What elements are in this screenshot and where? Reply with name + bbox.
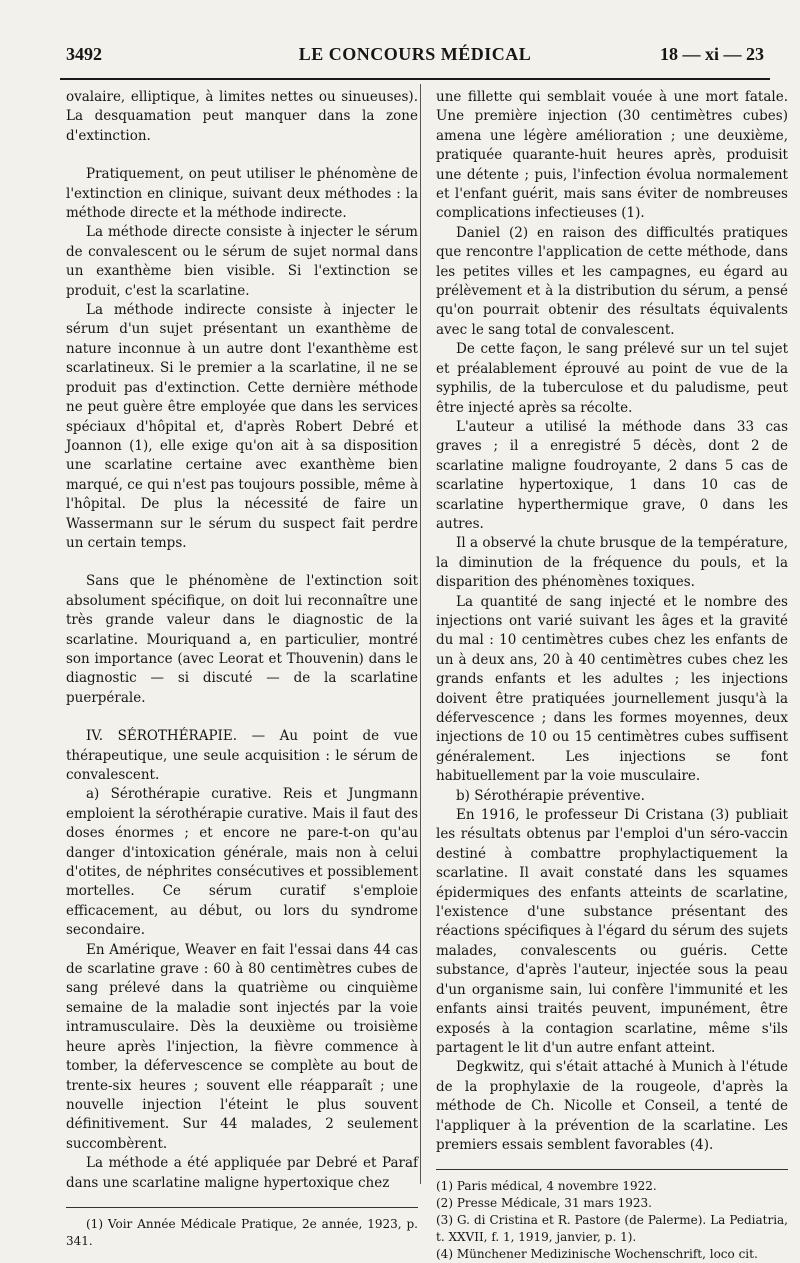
footnote-rule: [66, 1207, 418, 1208]
paragraph: une fillette qui semblait vouée à une mort fatale. Une première injection (30 centimètres cubes) amena une légère amélioration ; une deuxième, pratiquée quarante-huit heures après, produisit une détente ; puis, l'infection évolua normalement et l'enfant guérit, mais sans éviter de nombreuses complications infectieuses (1).: [436, 89, 788, 222]
header-rule: [60, 78, 770, 80]
subsection-heading-preventive: b) Sérothérapie préventive.: [456, 787, 645, 804]
footnote: (1) Paris médical, 4 novembre 1922.: [436, 1179, 657, 1194]
paragraph: De cette façon, le sang prélevé sur un tel sujet et préalablement éprouvé au point de vue de la syphilis, de la tuberculose et du paludisme, peut être injecté après sa récolte.: [436, 341, 788, 416]
right-column: [436, 88, 788, 1263]
paragraph: La méthode a été appliquée par Debré et Paraf dans une scarlatine maligne hypertoxique chez: [66, 1155, 418, 1191]
paragraph: La méthode indirecte consiste à injecter le sérum d'un sujet présentant un exanthème de nature inconnue à un autre dont l'exanthème est scarlatineux. Si le premier a la scarlatine, il ne se produit pas d'extinction. Cette dernière méthode ne peut guère être employée que dans les services spéciaux d'hôpital et, d'après Robert Debré et Joannon (1), elle exige qu'on ait à sa disposition une scarlatine certaine avec exanthème bien marqué, ce qui n'est pas toujours possible, même à l'hôpital. De plus la nécessité de faire un Wassermann sur le sérum du suspect fait perdre un certain temps.: [66, 302, 418, 551]
paragraph: Pratiquement, on peut utiliser le phénomène de l'extinction en clinique, suivant deux méthodes : la méthode directe et la méthode indirecte.: [66, 166, 418, 222]
footnote: (2) Presse Médicale, 31 mars 1923.: [436, 1196, 652, 1211]
paragraph: La méthode directe consiste à injecter le sérum de convalescent ou le sérum de sujet normal dans un exanthème bien visible. Si l'extinction se produit, c'est la scarlatine.: [66, 224, 418, 299]
paragraph: ovalaire, elliptique, à limites nettes ou sinueuses). La desquamation peut manquer dans la zone d'extinction.: [66, 89, 418, 144]
journal-title: LE CONCOURS MÉDICAL: [298, 44, 532, 64]
paragraph: En Amérique, Weaver en fait l'essai dans 44 cas de scarlatine grave : 60 à 80 centimètres cubes de sang prélevé dans la quatrième ou cinquième semaine de la maladie sont injectés par la voie intramusculaire. Dès la deuxième ou troisième heure après l'injection, la fièvre commence à tomber, la défervescence se complète au bout de trente-six heures ; souvent elle réapparaît ; une nouvelle injection l'éteint le plus souvent définitivement. Sur 44 malades, 2 seulement succombèrent.: [66, 941, 418, 1152]
issue-date: 18 — xi — 23: [659, 44, 764, 64]
paragraph: En 1916, le professeur Di Cristana (3) publiait les résultats obtenus par l'emploi d'un séro-vaccin destiné à combattre prophylactiquement la scarlatine. Il avait constaté dans les squames épidermiques des enfants atteints de scarlatine, l'existence d'une substance présentant des réactions spécifiques à l'égard du sérum des sujets malades, convalescents ou guéris. Cette substance, d'après l'auteur, injectée sous la peau d'un organisme sain, lui confère l'immunité et les enfants ainsi traités peuvent, impunément, être exposés à la contagion scarlatine, même s'ils partagent le lit d'un autre enfant atteint.: [436, 807, 788, 1056]
footnote: (4) Münchener Medizinische Wochenschrift, loco cit.: [436, 1247, 758, 1262]
footnote-rule: [436, 1169, 788, 1170]
paragraph: a) Sérothérapie curative. Reis et Jungmann emploient la sérothérapie curative. Mais il faut des doses énormes ; et encore ne pare-t-on qu'au danger d'intoxication générale, mais non à celui d'otites, de néphrites consécutives et possiblement mortelles. Ce sérum curatif s'emploie efficacement, au début, ou lors du syndrome secondaire.: [66, 786, 418, 939]
paragraph: Degkwitz, qui s'était attaché à Munich à l'étude de la prophylaxie de la rougeole, d'après la méthode de Ch. Nicolle et Conseil, a tenté de l'appliquer à la prévention de la scarlatine. Les premiers essais semblent favorables (4).: [436, 1059, 788, 1153]
paragraph: L'auteur a utilisé la méthode dans 33 cas graves ; il a enregistré 5 décès, dont 2 de scarlatine maligne foudroyante, 2 dans 5 cas de scarlatine hypertoxique, 1 dans 10 cas de scarlatine hyperthermique grave, 0 dans les autres.: [436, 418, 788, 532]
footnote: (1) Voir Année Médicale Pratique, 2e année, 1923, p. 341.: [66, 1216, 418, 1248]
paragraph: Sans que le phénomène de l'extinction soit absolument spécifique, on doit lui reconnaître une très grande valeur dans le diagnostic de la scarlatine. Mouriquand a, en particulier, montré son importance (avec Leorat et Thouvenin) dans le diagnostic — si discuté — de la scarlatine puerpérale.: [66, 573, 418, 706]
paragraph: Daniel (2) en raison des difficultés pratiques que rencontre l'application de cette méthode, dans les petites villes et les campagnes, eu égard au prélèvement et à la distribution du sérum, a pensé qu'on pourrait obtenir des résultats équivalents avec le sang total de convalescent.: [436, 224, 788, 338]
page-header: [66, 44, 764, 74]
column-divider: [420, 84, 421, 1184]
paragraph: Il a observé la chute brusque de la température, la diminution de la fréquence du pouls, et la disparition des phénomènes toxiques.: [436, 535, 788, 591]
footnote: (3) G. di Cristina et R. Pastore (de Palerme). La Pediatria, t. XXVII, f. 1, 1919, janvier, p. 1).: [436, 1213, 788, 1245]
left-column: [66, 88, 418, 1250]
section-heading-serotherapie: IV. SÉROTHÉRAPIE. — Au point de vue thérapeutique, une seule acquisition : le sérum de convalescent.: [66, 728, 418, 783]
paragraph: La quantité de sang injecté et le nombre des injections ont varié suivant les âges et la gravité du mal : 10 centimètres cubes chez les enfants de un à deux ans, 20 à 40 centimètres cubes chez les grands enfants et les adultes ; les injections doivent être pratiquées journellement jusqu'à la défervescence ; dans les formes moyennes, deux injections de 10 ou 15 centimètres cubes suffisent généralement. Les injections se font habituellement par la voie musculaire.: [436, 593, 788, 785]
page-number: 3492: [66, 44, 102, 64]
